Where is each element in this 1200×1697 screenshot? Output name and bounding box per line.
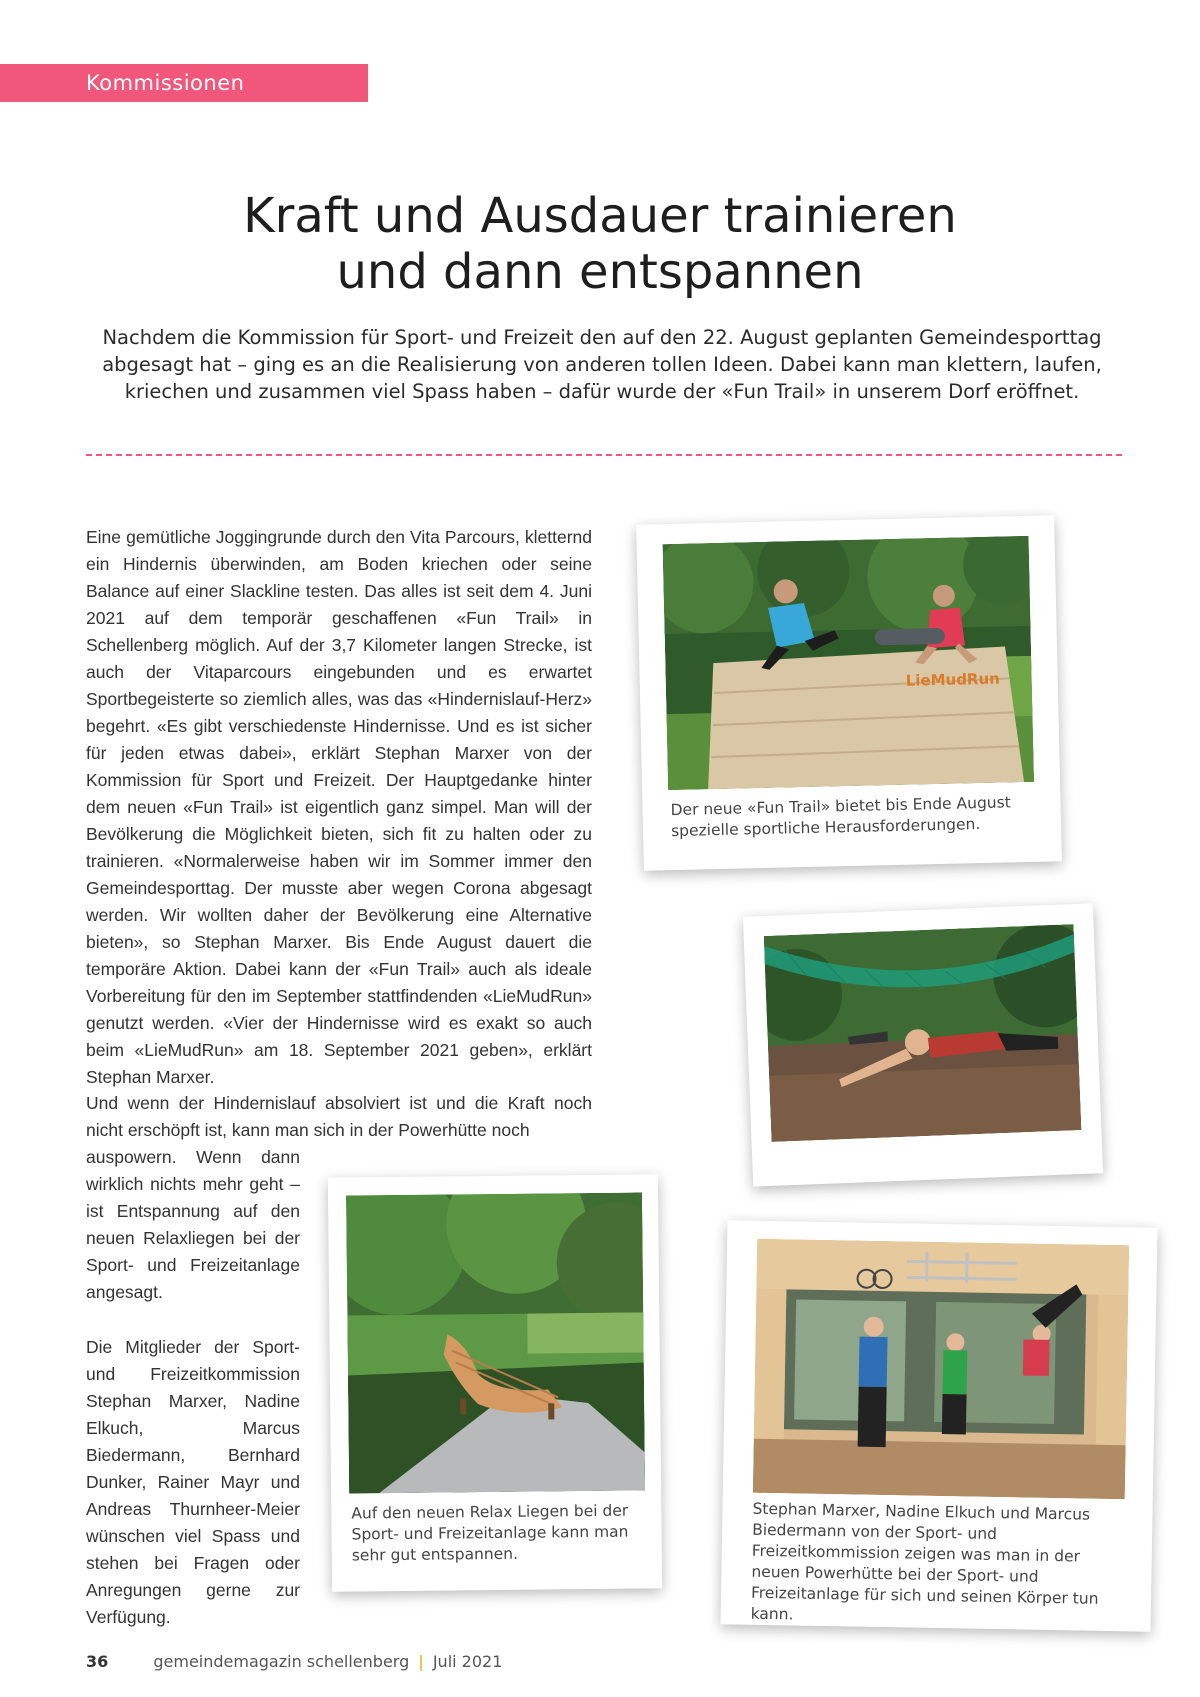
liemudrun-sign: LieMudRun	[905, 669, 1001, 690]
issue-date: Juli 2021	[432, 1652, 503, 1671]
section-tag: Kommissionen	[0, 64, 368, 102]
paragraph-2-narrow: auspowern. Wenn dann wirklich nichts mehr geht – ist Entspannung auf den neuen Relaxliegen bei der Sport- und Freizeitanlage angesagt.	[86, 1147, 300, 1302]
article-title	[100, 188, 1100, 300]
page-footer	[86, 1652, 502, 1671]
publication-name: gemeindemagazin schellenberg	[153, 1652, 410, 1671]
photo-relax-caption: Auf den neuen Relax Liegen bei der Sport- und Freizeitanlage kann man sehr gut entspannen.	[351, 1501, 629, 1565]
article-lead: Nachdem die Kommission für Sport- und Freizeit den auf den 22. August geplanten Gemeindesporttag abgesagt hat – ging es an die Realisierung von anderen tollen Ideen. Dabei kann man klettern, laufen, kriechen und zusammen viel Spass haben – dafür wurde der «Fun Trail» in unserem Dorf eröffnet.	[102, 326, 1102, 403]
footer-separator: |	[418, 1652, 424, 1671]
photo-fun-trail-caption: Der neue «Fun Trail» bietet bis Ende August spezielle sportliche Herausforderungen.	[670, 793, 1011, 841]
title-line-1: Kraft und Ausdauer trainieren	[243, 188, 957, 244]
photo-relax-lounger	[346, 1192, 645, 1493]
photo-card-fun-trail	[636, 515, 1062, 870]
paragraph-1: Eine gemütliche Joggingrunde durch den Vita Parcours, kletternd ein Hindernis überwinden, am Boden kriechen oder seine Balance auf einer Slackline testen. Das alles ist seit dem 4. Juni 2021 auf dem temporär geschaffenen «Fun Trail» in Schellenberg möglich. Auf der 3,7 Kilometer langen Strecke, ist auch der Vitaparcours eingebunden und es erwartet Sportbegeisterte so ziemlich alles, was das «Hindernislauf-Herz» begehrt. «Es gibt verschiedenste Hindernisse. Und es ist sicher für jeden etwas dabei», erklärt Stephan Marxer von der Kommission für Sport und Freizeit. Der Hauptgedanke hinter dem neuen «Fun Trail» ist eigentlich ganz simpel. Man will der Bevölkerung die Möglichkeit bieten, sich fit zu halten oder zu trainieren. «Normalerweise haben wir im Sommer immer den Gemeindesporttag. Der musste aber wegen Corona abgesagt werden. Wir wollten daher der Bevölkerung eine Alternative bieten», so Stephan Marxer. Bis Ende August dauert die temporäre Aktion. Dabei kann der «Fun Trail» auch als ideale Vorbereitung für den im September stattfindenden «LieMudRun» genutzt werden. «Vier der Hindernisse wird es exakt so auch beim «LieMudRun» am 18. September 2021 geben», erklärt Stephan Marxer.	[86, 527, 592, 1087]
photo-powerhuette-caption: Stephan Marxer, Nadine Elkuch und Marcus Biedermann von der Sport- und Freizeitkommission zeigen was man in der neuen Powerhütte bei der Sport- und Freizeitanlage für sich und seinen Körper tun kann.	[750, 1499, 1099, 1624]
photo-card-relax	[328, 1174, 662, 1591]
photo-card-crawling	[743, 903, 1103, 1186]
photo-card-powerhuette	[721, 1220, 1158, 1631]
photo-crawling-net	[764, 924, 1082, 1142]
page-number: 36	[86, 1652, 109, 1671]
photo-powerhuette	[753, 1239, 1129, 1499]
paragraph-3: Die Mitglieder der Sport- und Freizeitkommission Stephan Marxer, Nadine Elkuch, Marcus Biedermann, Bernhard Dunker, Rainer Mayr und Andreas Thurnheer-Meier wünschen viel Spass und stehen bei Fragen oder Anregungen gerne zur Verfügung.	[86, 1337, 300, 1627]
dashed-divider	[86, 454, 1122, 456]
photo-fun-trail-wall	[663, 536, 1034, 790]
paragraph-2-wide: Und wenn der Hindernislauf absolviert ist und die Kraft noch nicht erschöpft ist, kann man sich in der Powerhütte noch	[86, 1093, 592, 1140]
title-line-2: und dann entspannen	[336, 244, 864, 300]
